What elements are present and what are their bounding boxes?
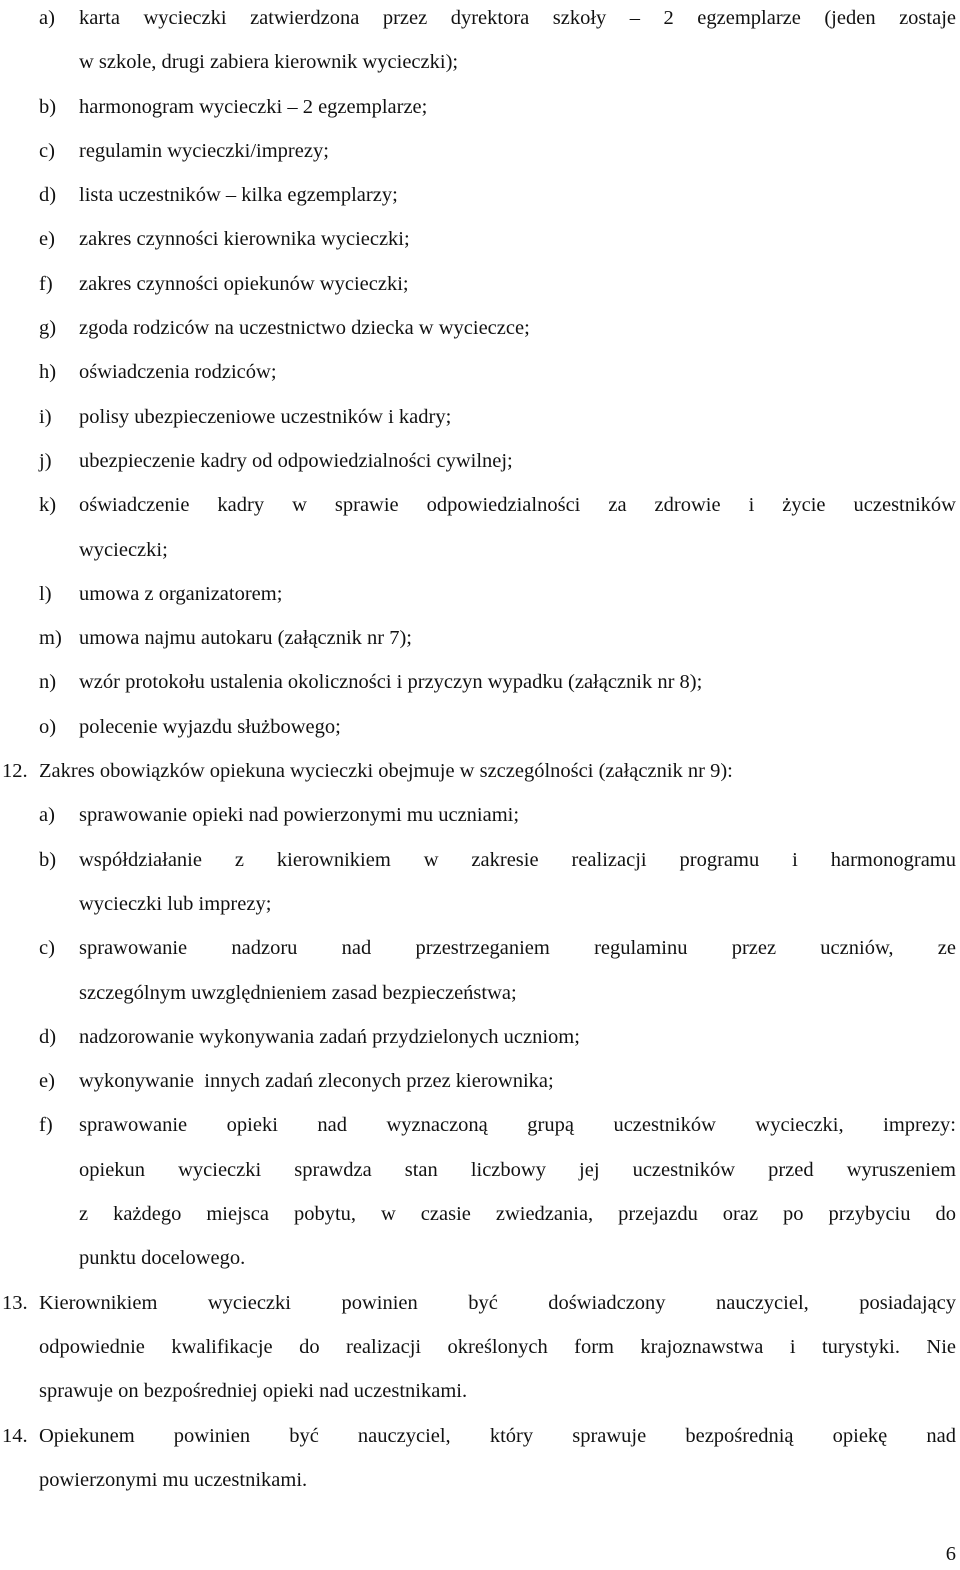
- item-text: lista uczestników – kilka egzemplarzy;: [79, 184, 398, 207]
- item-text: sprawowanie opieki nad powierzonymi mu uczniami;: [79, 804, 520, 827]
- list-item: [0, 1065, 960, 1109]
- list-item: [0, 356, 960, 400]
- item-text: oświadczenie kadry w sprawie odpowiedzialności za zdrowie i życie uczestników: [79, 494, 956, 517]
- item-text: wycieczki lub imprezy;: [79, 892, 272, 915]
- item-label: h): [39, 361, 57, 384]
- item-label: f): [39, 272, 53, 295]
- section-paragraph: [0, 1287, 960, 1331]
- item-text: wykonywanie innych zadań zleconych przez kierownika;: [79, 1070, 554, 1093]
- item-text: punktu docelowego.: [79, 1247, 246, 1270]
- item-label: g): [39, 317, 57, 340]
- item-text: polecenie wyjazdu służbowego;: [79, 715, 341, 738]
- item-text: opiekun wycieczki sprawdza stan liczbowy jej uczestników przed wyruszeniem: [79, 1158, 956, 1181]
- section-paragraph-continuation: [0, 1375, 960, 1419]
- list-item: [0, 223, 960, 267]
- item-text: sprawowanie nadzoru nad przestrzeganiem regulaminu przez uczniów, ze: [79, 937, 956, 960]
- list-item: [0, 135, 960, 179]
- section-paragraph-continuation: [0, 1331, 960, 1375]
- list-item-continuation: [0, 46, 960, 90]
- list-item-continuation: [0, 534, 960, 578]
- section-13: [0, 1287, 960, 1420]
- item-text: wycieczki;: [79, 538, 168, 561]
- paragraph-text: Kierownikiem wycieczki powinien być doświadczony nauczyciel, posiadający: [39, 1291, 956, 1314]
- list-item: [0, 711, 960, 755]
- item-label: a): [39, 804, 55, 827]
- item-label: k): [39, 494, 57, 517]
- item-label: o): [39, 715, 57, 738]
- list-item: [0, 932, 960, 976]
- section-number: 12.: [2, 760, 28, 783]
- section-paragraph: [0, 1420, 960, 1464]
- list-item: [0, 2, 960, 46]
- list-item-continuation: [0, 1198, 960, 1242]
- paragraph-text: Opiekunem powinien być nauczyciel, który sprawuje bezpośrednią opiekę nad: [39, 1424, 956, 1447]
- list-item: [0, 401, 960, 445]
- list-item: [0, 268, 960, 312]
- list-item-continuation: [0, 1154, 960, 1198]
- item-text: wzór protokołu ustalenia okoliczności i przyczyn wypadku (załącznik nr 8);: [79, 671, 703, 694]
- item-text: szczególnym uwzględnieniem zasad bezpieczeństwa;: [79, 981, 517, 1004]
- list-item: [0, 1021, 960, 1065]
- item-label: j): [39, 449, 52, 472]
- item-label: m): [39, 627, 62, 650]
- item-text: harmonogram wycieczki – 2 egzemplarze;: [79, 95, 428, 118]
- item-text: polisy ubezpieczeniowe uczestników i kadry;: [79, 405, 452, 428]
- item-text: zgoda rodziców na uczestnictwo dziecka w wycieczce;: [79, 317, 530, 340]
- item-text: umowa najmu autokaru (załącznik nr 7);: [79, 627, 412, 650]
- paragraph-text: odpowiednie kwalifikacje do realizacji określonych form krajoznawstwa i turystyki. Nie: [39, 1335, 956, 1358]
- item-text: ubezpieczenie kadry od odpowiedzialności cywilnej;: [79, 449, 513, 472]
- item-label: e): [39, 1070, 55, 1093]
- list-item: [0, 844, 960, 888]
- list-item: [0, 445, 960, 489]
- item-label: b): [39, 95, 57, 118]
- item-text: sprawowanie opieki nad wyznaczoną grupą uczestników wycieczki, imprezy:: [79, 1114, 956, 1137]
- item-text: umowa z organizatorem;: [79, 582, 283, 605]
- page-number: 6: [945, 1543, 956, 1565]
- list-item: [0, 666, 960, 710]
- list-item: [0, 91, 960, 135]
- section-14: [0, 1420, 960, 1509]
- item-label: d): [39, 1025, 57, 1048]
- item-text: nadzorowanie wykonywania zadań przydzielonych uczniom;: [79, 1025, 580, 1048]
- paragraph-text: powierzonymi mu uczestnikami.: [39, 1468, 308, 1491]
- paragraph-text: sprawuje on bezpośredniej opieki nad uczestnikami.: [39, 1380, 468, 1403]
- list-item-continuation: [0, 977, 960, 1021]
- list-item: [0, 799, 960, 843]
- section-number: 14.: [2, 1424, 28, 1447]
- item-label: d): [39, 184, 57, 207]
- list-item: [0, 489, 960, 533]
- item-text: zakres czynności opiekunów wycieczki;: [79, 272, 409, 295]
- item-text: karta wycieczki zatwierdzona przez dyrektora szkoły – 2 egzemplarze (jeden zostaje: [79, 7, 956, 29]
- item-label: n): [39, 671, 57, 694]
- list-item: [0, 578, 960, 622]
- item-text: w szkole, drugi zabiera kierownik wycieczki);: [79, 51, 459, 74]
- item-text: współdziałanie z kierownikiem w zakresie realizacji programu i harmonogramu: [79, 848, 956, 871]
- section-paragraph-continuation: [0, 1464, 960, 1508]
- list-item: [0, 179, 960, 223]
- section-heading-text: Zakres obowiązków opiekuna wycieczki obejmuje w szczególności (załącznik nr 9):: [39, 760, 733, 783]
- item-text: z każdego miejsca pobytu, w czasie zwiedzania, przejazdu oraz po przybyciu do: [79, 1203, 956, 1226]
- item-text: oświadczenia rodziców;: [79, 361, 277, 384]
- item-label: l): [39, 582, 52, 605]
- section-number: 13.: [2, 1291, 28, 1314]
- section-12: [0, 755, 960, 1287]
- item-text: regulamin wycieczki/imprezy;: [79, 139, 329, 162]
- list-item-continuation: [0, 888, 960, 932]
- item-label: c): [39, 937, 55, 960]
- item-label: f): [39, 1114, 53, 1137]
- list-item: [0, 1109, 960, 1153]
- section-heading: [0, 755, 960, 799]
- list-item-continuation: [0, 1242, 960, 1286]
- item-label: c): [39, 139, 55, 162]
- item-label: i): [39, 405, 52, 428]
- item-text: zakres czynności kierownika wycieczki;: [79, 228, 410, 251]
- item-label: e): [39, 228, 55, 251]
- list-11: [0, 2, 960, 755]
- item-label: a): [39, 7, 55, 29]
- document-page: [0, 2, 960, 1508]
- list-item: [0, 622, 960, 666]
- item-label: b): [39, 848, 57, 871]
- list-item: [0, 312, 960, 356]
